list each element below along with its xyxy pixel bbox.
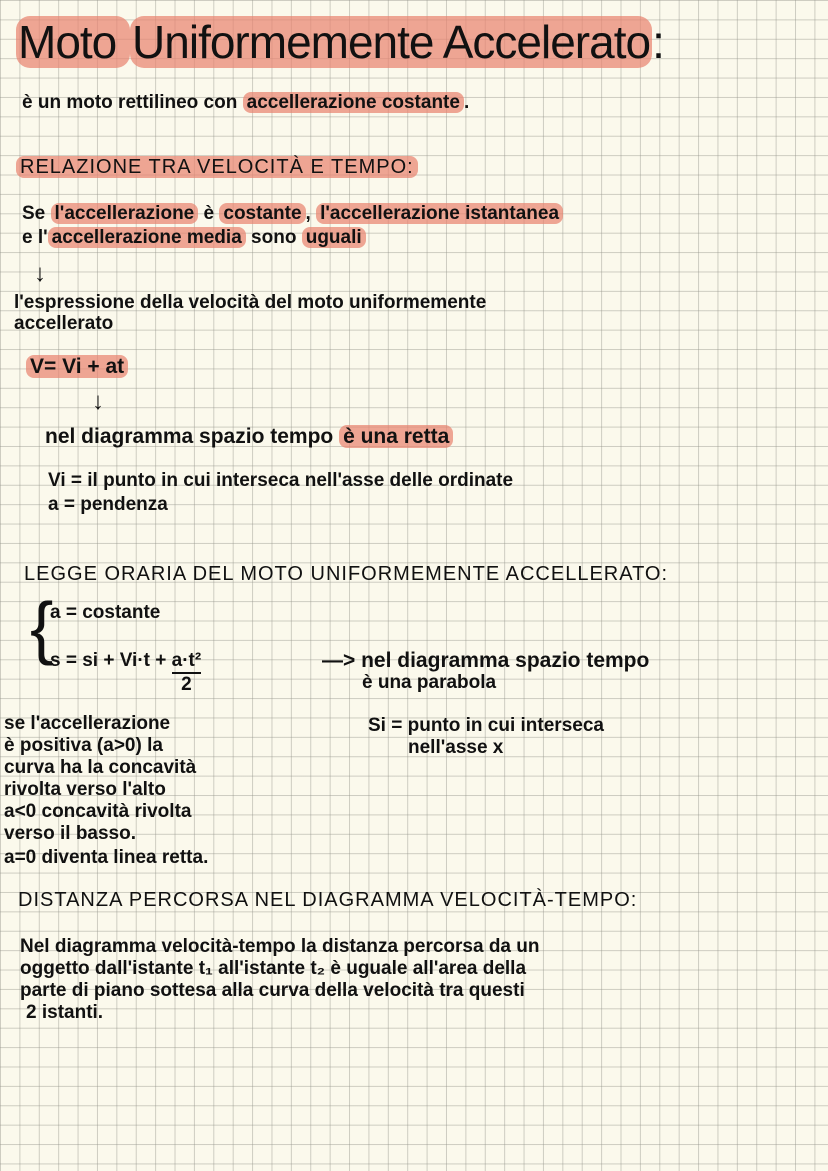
- denominator: 2: [181, 674, 192, 695]
- title-part: Moto: [18, 16, 129, 68]
- highlighted-text: l'accellerazione: [51, 203, 199, 224]
- text-line: l'espressione della velocità del moto uniformemente: [14, 292, 487, 313]
- fraction: [172, 650, 202, 696]
- concavity-line: è positiva (a>0) la: [4, 735, 163, 756]
- section-heading: [16, 156, 418, 178]
- text-line: [22, 203, 563, 225]
- equation: [50, 650, 201, 696]
- highlighted-text: accellerazione costante: [243, 92, 464, 113]
- text: nel diagramma spazio tempo: [45, 425, 340, 448]
- concavity-line: a=0 diventa linea retta.: [4, 847, 209, 868]
- highlighted-text: l'accellerazione istantanea: [316, 203, 563, 224]
- highlighted-text: V= Vi + at: [26, 355, 128, 378]
- brace-icon: {: [30, 588, 54, 666]
- text: s = si + Vi·t +: [50, 650, 172, 671]
- text-line: —> nel diagramma spazio tempo: [322, 649, 650, 672]
- text-line: nell'asse x: [408, 737, 504, 758]
- text: .: [463, 92, 470, 113]
- text: e l': [22, 227, 48, 248]
- title-part: Uniformemente Accelerato: [132, 16, 651, 68]
- numerator: a·t²: [172, 650, 202, 674]
- equation: a = costante: [50, 602, 161, 623]
- text-line: [22, 227, 366, 249]
- text-line: accellerato: [14, 313, 114, 334]
- concavity-line: curva ha la concavità: [4, 757, 197, 778]
- section-heading: DISTANZA PERCORSA NEL DIAGRAMMA VELOCITÀ-TEMPO:: [18, 889, 638, 911]
- text: è un moto rettilineo con: [22, 92, 243, 113]
- section-heading: LEGGE ORARIA DEL MOTO UNIFORMEMENTE ACCELLERATO:: [24, 563, 669, 585]
- paragraph-line: oggetto dall'istante t₁ all'istante t₂ è uguale all'area della: [20, 958, 527, 979]
- highlighted-text: costante: [219, 203, 305, 224]
- text: ,: [305, 203, 317, 224]
- concavity-line: a<0 concavità rivolta: [4, 801, 192, 822]
- highlighted-text: accellerazione media: [48, 227, 246, 248]
- paragraph-line: 2 istanti.: [26, 1002, 104, 1023]
- text: è: [198, 203, 220, 224]
- formula: [26, 356, 128, 378]
- concavity-line: verso il basso.: [4, 823, 137, 844]
- paragraph-line: Nel diagramma velocità-tempo la distanza percorsa da un: [20, 936, 540, 957]
- definition: a = pendenza: [48, 494, 168, 515]
- highlighted-text: è una retta: [339, 425, 453, 448]
- title-colon: :: [652, 16, 664, 68]
- down-arrow-icon: ↓: [34, 260, 46, 287]
- heading-text: RELAZIONE TRA VELOCITÀ E TEMPO:: [16, 156, 418, 178]
- text: Se: [22, 203, 51, 224]
- paragraph-line: parte di piano sottesa alla curva della velocità tra questi: [20, 980, 525, 1001]
- text-line: [45, 426, 453, 448]
- highlighted-text: uguali: [302, 227, 366, 248]
- concavity-line: se l'accellerazione: [4, 713, 171, 734]
- down-arrow-icon: ↓: [92, 388, 104, 415]
- page-title: [16, 14, 664, 70]
- intro-line: [22, 92, 469, 114]
- definition: Vi = il punto in cui interseca nell'asse delle ordinate: [48, 470, 514, 491]
- text-line: è una parabola: [362, 672, 497, 693]
- text: sono: [245, 227, 302, 248]
- concavity-line: rivolta verso l'alto: [4, 779, 166, 800]
- text-line: Si = punto in cui interseca: [368, 715, 604, 736]
